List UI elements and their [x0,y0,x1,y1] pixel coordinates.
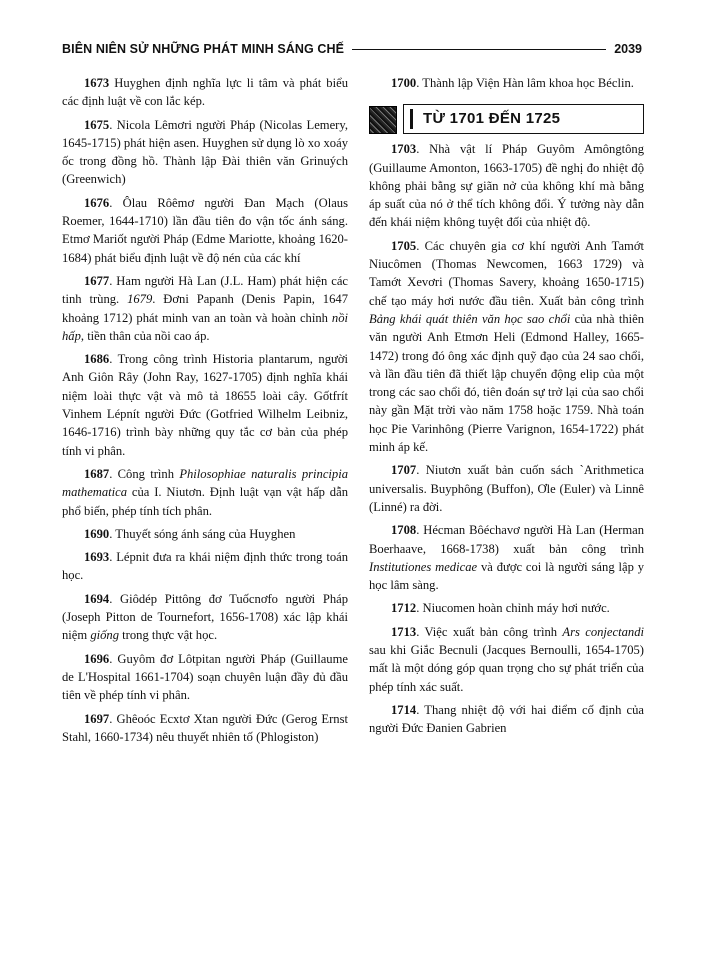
right-column [369,74,644,743]
entry-sep: . [416,624,425,639]
entry-text: trong thực vật học. [119,628,218,643]
left-column [62,74,348,751]
entry-text: Ghêoóc Ecxtơ Xtan người Đức (Gerog Ernst Stahl, 1660-1734) nêu thuyết nhiên tố (Phlogiston) [62,711,348,744]
entry-year: 1690 [84,526,110,541]
section-title: TỪ 1701 ĐẾN 1725 [423,110,561,128]
entry-sep: . [416,523,424,538]
page-number: 2039 [614,42,642,56]
header-rule [352,49,606,50]
entry-text: . Đơni Papanh (Denis Papin, 1647 khoảng 1712) phát minh van an toàn và hoàn chỉnh [62,292,348,325]
entry-year: 1686 [84,352,110,367]
entry-sep: . [109,195,123,210]
entry-sep: . [109,526,116,541]
entry-sep: . [416,463,426,478]
entry-sep: . [109,591,120,606]
entry-sep: . [109,651,118,666]
entry-1703 [369,140,644,231]
entry-1686 [62,350,348,460]
entry-text: Niucomen hoàn chỉnh máy hơi nước. [422,601,610,616]
entry-text: và được coi là người sáng lập y học lâm sàng. [369,559,645,593]
entry-sep: . [416,601,423,616]
entry-year: 1714 [391,702,417,717]
section-title-bar [410,109,413,129]
entry-text: sau khi Giắc Becnuli (Jacques Bernoulli, 1654-1705) mất là một dóng góp quan trọng cho sự phát triển của phép tính xác suất. [369,643,644,694]
entry-year: 1676 [84,195,110,210]
entry-1697 [62,710,348,747]
entry-text: của I. Niutơn. Định luật vạn vật hấp dẫn phổ biến, phép tính tích phân. [62,485,348,518]
entry-text: Thành lập Viện Hàn lâm khoa học Béclin. [422,76,634,90]
entry-italic: Bảng khái quát thiên văn học sao chổi [369,311,571,326]
entry-italic: Philosophiae naturalis principia mathematica [62,466,349,500]
entry-1708 [369,521,644,594]
entry-italic: nồi hấp [62,310,348,343]
entry-sep: . [416,702,425,717]
entry-1714 [369,701,644,738]
entry-1693 [62,548,348,585]
entry-1673 [62,74,348,111]
book-title: BIÊN NIÊN SỬ NHỮNG PHÁT MINH SÁNG CHẾ [62,42,345,56]
entry-text: Việc xuất bản công trình [424,624,563,639]
entry-year: 1694 [84,591,110,606]
entry-separator: . [416,76,423,90]
entry-year: 1687 [84,466,110,481]
entry-text: của nhà thiên văn người Anh Etmơn Heli (Edmond Halley, 1665-1472) trong đó ông xác định quỹ đạo của 24 sao chổi, và lần đầu tiên đã thiết lập chuyển động elip của một trong các sao chổi đó, tiên đoán sự trở lại của sao chổi này gần Mặt trời vào năm 1758 hoặc 1759. Nhà toán học Pie Varinhông (Pierre Varignon, 1654-1722) phát minh áp kế. [369,311,644,455]
entry-year: 1703 [391,142,417,157]
entry-year: 1707 [391,463,417,478]
entry-text: Ôlau Rôêmơ người Đan Mạch (Olaus Roemer, 1644-1710) lần đầu tiên đo vận tốc ánh sáng. Etmơ Mariốt người Pháp (Edme Mariotte, khoảng 1620-1684) phát biểu định luật về độ nén của các khí [62,195,348,265]
entry-sep: . [416,142,430,157]
entry-text: Các chuyên gia cơ khí người Anh Tamớt Niucômen (Thomas Newcomen, 1663 1729) và Tamớt Xevơri (Thomas Savery, khoảng 1650-1715) chế tạo máy hơi nước đầu tiên. Xuất bản công trình [369,238,644,308]
entry-text: , tiền thân của nồi cao áp. [80,328,210,343]
entry-italic: 1679 [127,292,153,307]
entry-italic: Ars conjectandi [562,624,644,639]
entry-sep: . [416,238,425,253]
entry-1677 [62,272,348,345]
entry-1687 [62,465,348,520]
entry-year: 1673 [84,76,110,90]
entry-text: Nicola Lêmơri người Pháp (Nicolas Lemery, 1645-1715) phát hiện asen. Huyghen sử dụng lò xo xoáy ốc trong đồng hồ. Thành lập Đài thiên văn Grinuých (Greenwich) [62,117,348,187]
section-ornament-icon [369,106,397,134]
entry-1700 [369,74,644,92]
entry-year: 1712 [391,601,417,616]
entry-text: Huyghen định nghĩa lực li tâm và phát biểu các định luật về con lắc kép. [62,76,348,109]
entry-year: 1696 [84,651,110,666]
entry-text: Thang nhiệt độ với hai điểm cố định của người Đức Đanien Gabrien [369,702,644,736]
entry-1694 [62,590,348,645]
entry-year: 1705 [391,238,417,253]
entry-italic: giống [90,628,120,643]
running-header [62,38,642,60]
entry-sep: . [109,117,117,132]
entry-sep: . [109,273,117,288]
entry-year: 1675 [84,117,110,132]
entry-1690 [62,525,348,543]
entry-1675 [62,116,348,189]
entry-year: 1677 [84,273,110,288]
entry-year: 1713 [391,624,417,639]
entry-1712 [369,599,644,617]
entry-sep: . [109,352,118,367]
entry-text: Công trình [117,466,180,481]
entry-sep: . [109,711,117,726]
entry-year: 1708 [391,523,417,538]
entry-text: Thuyết sóng ánh sáng của Huyghen [115,526,296,541]
entry-year: 1700 [391,76,417,90]
entry-year: 1693 [84,550,110,565]
entry-text: Nhà vật lí Pháp Guyôm Amôngtông (Guillaume Amonton, 1663-1705) đề nghị đo nhiệt độ không phải bằng sự giãn nở của không khí mà bằng áp suất của nó ở thể tích không đổi. Ý tưởng này dẫn đến khái niệm không tuyệt đối của nhiệt độ. [369,142,645,230]
entry-sep: . [109,550,117,565]
entry-text: Lépnit đưa ra khái niệm định thức trong toán học. [62,550,349,583]
entry-year: 1697 [84,711,110,726]
section-heading [369,104,644,134]
entry-text: Niutơn xuất bản cuốn sách `Arithmetica universalis. Buyphông (Buffon), Ơle (Euler) và Linnê (Linné) ra đời. [369,463,645,514]
entry-italic: Institutiones medicae [369,559,478,574]
entry-text: Hécman Bôéchavơ người Hà Lan (Herman Boerhaave, 1668-1738) xuất bản công trình [369,523,644,556]
entry-1705 [369,237,644,457]
section-title-box [403,104,644,134]
entry-text: Giôdép Pittông đơ Tuốcnơfo người Pháp (Joseph Pitton de Tournefort, 1656-1708) xác lập khái niệm [62,591,349,643]
right-entries [369,140,644,737]
entry-1696 [62,650,348,705]
entry-text: Trong công trình Historia plantarum, người Anh Giôn Rây (John Ray, 1627-1705) định nghĩa khái niệm loài thực vật và mô tả 18655 loài cây. Gốtfrít Vinhem Lépnít người Đức (Gotfried Wilhelm Leibniz, 1646-1716) trình bày những quy tắc cơ bản của phép tính vi phân. [62,352,349,458]
entry-text: Ham người Hà Lan (J.L. Ham) phát hiện các tinh trùng. [62,273,349,307]
entry-1707 [369,461,644,516]
entry-1676 [62,194,348,267]
entry-1713 [369,623,644,696]
entry-sep: . [109,466,118,481]
entry-text: Guyôm đơ Lôtpitan người Pháp (Guillaume de L'Hospital 1661-1704) soạn chuyên luận đầy đủ đầu tiên về phép tính vi phân. [62,651,348,703]
